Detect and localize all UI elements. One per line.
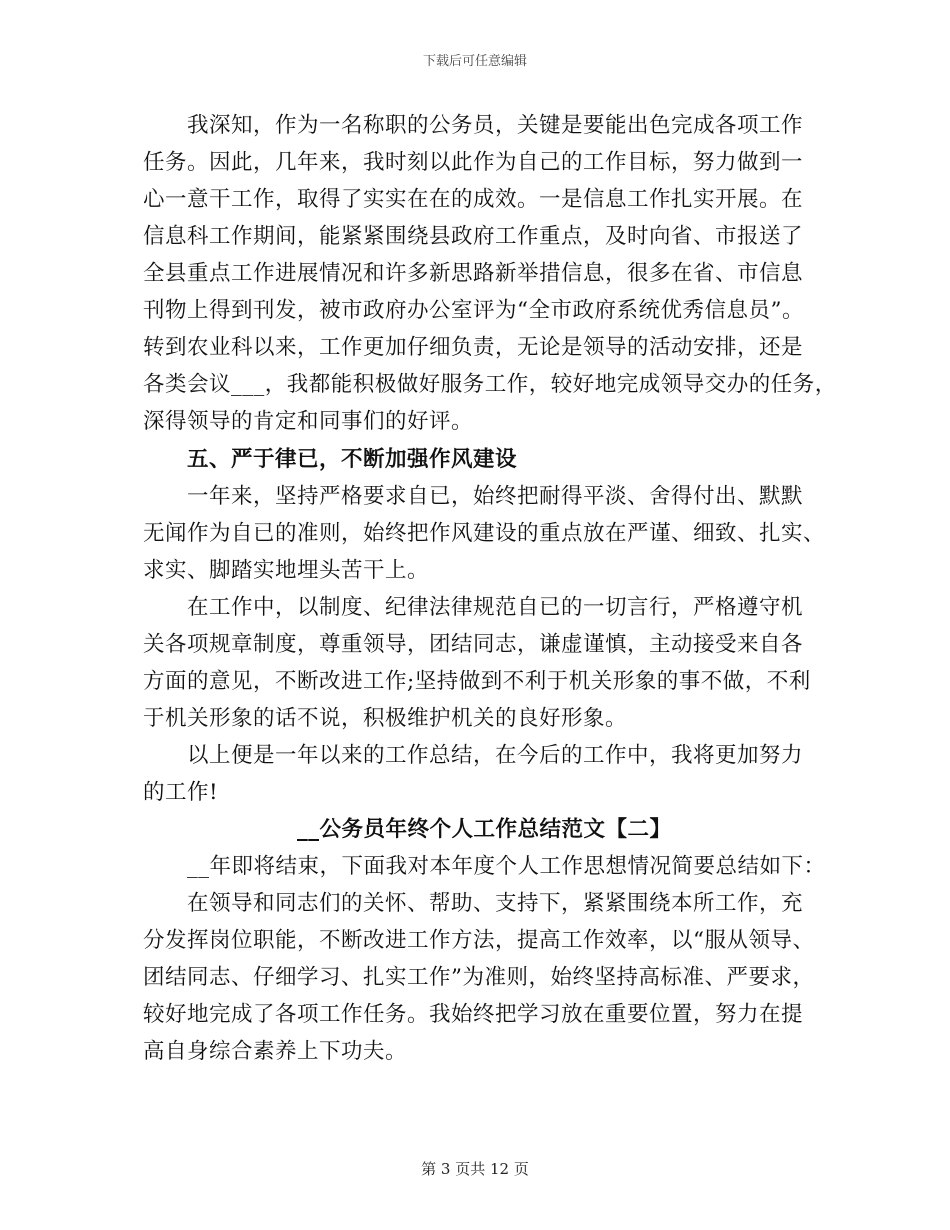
paragraph-line: 分发挥岗位职能，不断改进工作方法，提高工作效率，以“服从领导、 [143,928,815,953]
paragraph-line: 以上便是一年以来的工作总结，在今后的工作中，我将更加努力 [143,743,804,768]
paragraph-line: 全县重点工作进展情况和许多新思路新举措信息，很多在省、市信息 [143,261,804,286]
section-heading: 五、严于律已，不断加强作风建设 [143,447,518,472]
paragraph-line: 于机关形象的话不说，积极维护机关的良好形象。 [143,706,628,731]
paragraph-line: 一年来，坚持严格要求自已，始终把耐得平淡、舍得付出、默默 [143,484,804,509]
paragraph-line: 团结同志、仔细学习、扎实工作”为准则，始终坚持高标准、严要求， [143,965,815,990]
paragraph-line: 我深知，作为一名称职的公务员，关键是要能出色完成各项工作 [143,113,804,138]
paragraph-line: 心一意干工作，取得了实实在在的成效。一是信息工作扎实开展。在 [143,187,804,212]
paragraph-line: 任务。因此，几年来，我时刻以此作为自己的工作目标，努力做到一 [143,150,804,175]
paragraph-line: 信息科工作期间，能紧紧围绕县政府工作重点，及时向省、市报送了 [143,224,804,249]
paragraph-line: 方面的意见，不断改进工作;坚持做到不利于机关形象的事不做，不利 [143,669,811,694]
paragraph-line: 高自身综合素养上下功夫。 [143,1039,408,1064]
paragraph-line: 在领导和同志们的关怀、帮助、支持下，紧紧围绕本所工作，充 [143,891,804,916]
paragraph-line: 求实、脚踏实地埋头苦干上。 [143,558,430,583]
paragraph-line: 无闻作为自已的准则，始终把作风建设的重点放在严谨、细致、扎实、 [143,521,826,546]
paragraph-line: __年即将结束，下面我对本年度个人工作思想情况简要总结如下： [143,854,826,879]
page-number: 第 3 页共 12 页 [421,1160,529,1178]
paragraph-line: 关各项规章制度，尊重领导，团结同志，谦虚谨慎，主动接受来自各 [143,632,804,657]
paragraph-line: 转到农业科以来，工作更加仔细负责，无论是领导的活动安排，还是 [143,335,804,360]
paragraph-line: 深得领导的肯定和同事们的好评。 [143,409,474,434]
article-subtitle: __公务员年终个人工作总结范文【二】 [143,817,672,842]
paragraph-line: 在工作中，以制度、纪律法律规范自已的一切言行，严格遵守机 [143,595,804,620]
paragraph-line: 刊物上得到刊发，被市政府办公室评为“全市政府系统优秀信息员”。 [143,298,804,323]
page-header: 下载后可任意编辑 [422,54,527,69]
paragraph-line: 较好地完成了各项工作任务。我始终把学习放在重要位置，努力在提 [143,1002,804,1027]
paragraph-line: 各类会议___，我都能积极做好服务工作，较好地完成领导交办的任务， [143,372,837,397]
paragraph-line: 的工作! [143,780,219,805]
